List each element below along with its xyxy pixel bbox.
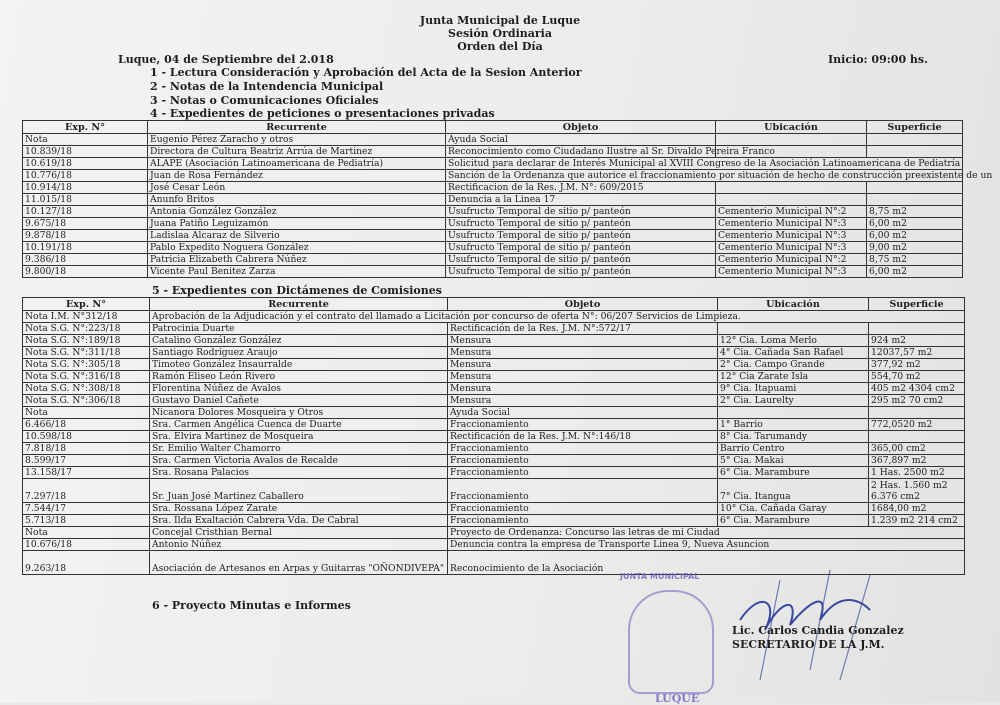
cell-recurrente: Ramón Eliseo León Rivero bbox=[150, 371, 448, 383]
cell-ubicacion: 2° Cia. Campo Grande bbox=[718, 359, 869, 371]
cell-ubicacion: Barrio Centro bbox=[718, 443, 869, 455]
cell-exp: 7.297/18 bbox=[23, 479, 150, 503]
table-row bbox=[23, 455, 965, 467]
column-header-rec: Recurrente bbox=[148, 121, 446, 134]
cell-recurrente: Sra. Ilda Exaltación Cabrera Vda. De Cabral bbox=[150, 515, 448, 527]
place-date: Luque, 04 de Septiembre del 2.018 bbox=[118, 53, 334, 66]
agenda-item-2: 2 - Notas de la Intendencia Municipal bbox=[150, 80, 384, 93]
cell-superficie bbox=[869, 407, 965, 419]
table-row bbox=[23, 539, 965, 551]
cell-exp: 10.191/18 bbox=[23, 242, 148, 254]
table-row bbox=[23, 182, 963, 194]
column-header-exp: Exp. N° bbox=[23, 121, 148, 134]
cell-ubicacion bbox=[718, 323, 869, 335]
table-row bbox=[23, 311, 965, 323]
agenda-item-5: 5 - Expedientes con Dictámenes de Comisiones bbox=[152, 284, 442, 297]
column-header-obj: Objeto bbox=[446, 121, 716, 134]
cell-objeto: Fraccionamiento bbox=[448, 467, 718, 479]
cell-objeto: Rectificacion de la Res. J.M. N°: 609/2015 bbox=[446, 182, 716, 194]
stamp-footer: LUQUE bbox=[655, 692, 700, 705]
cell-objeto: Mensura bbox=[448, 347, 718, 359]
cell-exp: 9.263/18 bbox=[23, 551, 150, 575]
cell-exp: Nota I.M. N°312/18 bbox=[23, 311, 150, 323]
table-row bbox=[23, 431, 965, 443]
cell-superficie bbox=[867, 182, 963, 194]
cell-superficie: 6,00 m2 bbox=[867, 230, 963, 242]
cell-superficie: 12037,57 m2 bbox=[869, 347, 965, 359]
cell-superficie: 6,00 m2 bbox=[867, 218, 963, 230]
table-private-petitions bbox=[22, 120, 993, 278]
cell-exp: 9.675/18 bbox=[23, 218, 148, 230]
cell-exp: Nota S.G. N°:306/18 bbox=[23, 395, 150, 407]
cell-recurrente: Asociación de Artesanos en Arpas y Guitarras "OÑONDIVEPA" bbox=[150, 551, 448, 575]
table-row bbox=[23, 218, 963, 230]
cell-ubicacion: 7° Cia. Itangua bbox=[718, 479, 869, 503]
cell-objeto: Fraccionamiento bbox=[448, 443, 718, 455]
cell-ubicacion bbox=[718, 407, 869, 419]
cell-superficie: 2 Has. 1.560 m2 6.376 cm2 bbox=[869, 479, 965, 503]
table-row bbox=[23, 254, 963, 266]
municipal-seal-stamp bbox=[628, 590, 714, 694]
signatory-name: Lic. Carlos Candia Gonzalez bbox=[732, 624, 904, 637]
cell-ubicacion bbox=[716, 194, 867, 206]
cell-recurrente: Juana Patiño Leguizamón bbox=[148, 218, 446, 230]
table-row bbox=[23, 335, 965, 347]
cell-objeto: Denuncia a la Linea 17 bbox=[446, 194, 716, 206]
cell-recurrente: Juan de Rosa Fernández bbox=[148, 170, 446, 182]
cell-recurrente: Concejal Cristhian Bernal bbox=[150, 527, 448, 539]
doc-title: Orden del Día bbox=[457, 40, 543, 53]
table-row bbox=[23, 158, 963, 170]
cell-ubicacion: 2° Cia. Laurelty bbox=[718, 395, 869, 407]
cell-ubicacion bbox=[716, 182, 867, 194]
cell-ubicacion: Cementerio Municipal N°:3 bbox=[716, 230, 867, 242]
cell-exp: 6.466/18 bbox=[23, 419, 150, 431]
cell-exp: 10.776/18 bbox=[23, 170, 148, 182]
cell-exp: 10.676/18 bbox=[23, 539, 150, 551]
cell-exp: Nota S.G. N°:311/18 bbox=[23, 347, 150, 359]
table-row bbox=[23, 146, 963, 158]
cell-recurrente: Anunfo Britos bbox=[148, 194, 446, 206]
column-header-ubi: Ubicación bbox=[718, 298, 869, 311]
cell-ubicacion: Cementerio Municipal N°:2 bbox=[716, 254, 867, 266]
cell-ubicacion bbox=[716, 134, 867, 146]
cell-superficie bbox=[867, 134, 963, 146]
table-row bbox=[23, 230, 963, 242]
cell-recurrente: Sra. Rossana López Zarate bbox=[150, 503, 448, 515]
cell-objeto: Usufructo Temporal de sitio p/ panteón bbox=[446, 266, 716, 278]
cell-exp: 5.713/18 bbox=[23, 515, 150, 527]
cell-superficie bbox=[867, 146, 963, 158]
cell-recurrente: Patricia Elizabeth Cabrera Núñez bbox=[148, 254, 446, 266]
session-title: Sesión Ordinaria bbox=[448, 27, 552, 40]
cell-objeto: Reconocimiento como Ciudadano Ilustre al Sr. Divaldo Pereira Franco bbox=[446, 146, 716, 158]
cell-recurrente: Eugenio Pérez Zaracho y otros bbox=[148, 134, 446, 146]
cell-recurrente: Santiago Rodriguez Araujo bbox=[150, 347, 448, 359]
cell-recurrente: Directora de Cultura Beatriz Arrúa de Martinez bbox=[148, 146, 446, 158]
cell-exp: 10.914/18 bbox=[23, 182, 148, 194]
cell-exp: 9.878/18 bbox=[23, 230, 148, 242]
table-row bbox=[23, 479, 965, 503]
cell-objeto: Usufructo Temporal de sitio p/ panteón bbox=[446, 254, 716, 266]
cell-ubicacion: 8° Cia. Tarumandy bbox=[718, 431, 869, 443]
cell-objeto: Rectificación de la Res. J.M. N°:572/17 bbox=[448, 323, 718, 335]
cell-exp: 9.386/18 bbox=[23, 254, 148, 266]
agenda-item-1: 1 - Lectura Consideración y Aprobación del Acta de la Sesion Anterior bbox=[150, 66, 582, 79]
cell-ubicacion: Cementerio Municipal N°:3 bbox=[716, 266, 867, 278]
cell-objeto: Sanción de la Ordenanza que autorice el fraccionamiento por situación de hecho de construcción preexistente de un bbox=[446, 170, 963, 182]
table-row bbox=[23, 443, 965, 455]
start-time: Inicio: 09:00 hs. bbox=[828, 53, 928, 66]
table-row bbox=[23, 134, 963, 146]
cell-recurrente: Aprobación de la Adjudicación y el contrato del llamado a Licitación por concurso de oferta N°: 06/207 Servicios de Limpieza. bbox=[150, 311, 965, 323]
cell-recurrente: Vicente Paul Benitez Zarza bbox=[148, 266, 446, 278]
cell-objeto: Usufructo Temporal de sitio p/ panteón bbox=[446, 242, 716, 254]
cell-superficie bbox=[869, 323, 965, 335]
table-committee-reports bbox=[22, 297, 965, 575]
cell-exp: Nota bbox=[23, 134, 148, 146]
cell-superficie: 1 Has. 2500 m2 bbox=[869, 467, 965, 479]
table-row bbox=[23, 515, 965, 527]
cell-objeto: Mensura bbox=[448, 359, 718, 371]
table-row bbox=[23, 395, 965, 407]
cell-ubicacion: Cementerio Municipal N°:2 bbox=[716, 206, 867, 218]
cell-exp: Nota S.G. N°:305/18 bbox=[23, 359, 150, 371]
cell-exp: Nota S.G. N°:223/18 bbox=[23, 323, 150, 335]
cell-recurrente: Sra. Rosana Palacios bbox=[150, 467, 448, 479]
column-header-sup: Superficie bbox=[869, 298, 965, 311]
cell-recurrente: Sra. Carmen Angélica Cuenca de Duarte bbox=[150, 419, 448, 431]
cell-recurrente: Ladislaa Alcaraz de Silverio bbox=[148, 230, 446, 242]
cell-superficie bbox=[869, 431, 965, 443]
cell-superficie: 405 m2 4304 cm2 bbox=[869, 383, 965, 395]
cell-exp: Nota S.G. N°:189/18 bbox=[23, 335, 150, 347]
cell-ubicacion: 12° Cia. Loma Merlo bbox=[718, 335, 869, 347]
cell-superficie: 924 m2 bbox=[869, 335, 965, 347]
table-row bbox=[23, 206, 963, 218]
cell-recurrente: Sra. Carmen Victoria Avalos de Recalde bbox=[150, 455, 448, 467]
cell-objeto: Fraccionamiento bbox=[448, 479, 718, 503]
cell-superficie: 295 m2 70 cm2 bbox=[869, 395, 965, 407]
cell-superficie: 367,897 m2 bbox=[869, 455, 965, 467]
table-row bbox=[23, 266, 963, 278]
cell-recurrente: Sra. Elvira Martinez de Mosqueira bbox=[150, 431, 448, 443]
agenda-item-3: 3 - Notas o Comunicaciones Oficiales bbox=[150, 94, 379, 107]
cell-recurrente: Timoteo González Insaurralde bbox=[150, 359, 448, 371]
org-title: Junta Municipal de Luque bbox=[419, 14, 581, 27]
cell-objeto: Mensura bbox=[448, 335, 718, 347]
cell-exp: 13.158/17 bbox=[23, 467, 150, 479]
table-row bbox=[23, 359, 965, 371]
cell-objeto: Rectificación de la Res. J.M. N°:146/18 bbox=[448, 431, 718, 443]
cell-objeto: Usufructo Temporal de sitio p/ panteón bbox=[446, 206, 716, 218]
cell-exp: 7.544/17 bbox=[23, 503, 150, 515]
cell-superficie bbox=[867, 194, 963, 206]
column-header-sup: Superficie bbox=[867, 121, 963, 134]
table-header-row bbox=[23, 121, 963, 134]
cell-objeto: Solicitud para declarar de Interés Municipal al XVIII Congreso de la Asociación Latinoamericana de Pediatría bbox=[446, 158, 963, 170]
cell-ubicacion: 1° Barrio bbox=[718, 419, 869, 431]
table-row bbox=[23, 242, 963, 254]
table-row bbox=[23, 194, 963, 206]
table-row bbox=[23, 503, 965, 515]
cell-exp: Nota S.G. N°:308/18 bbox=[23, 383, 150, 395]
cell-objeto: Ayuda Social bbox=[446, 134, 716, 146]
cell-superficie: 554,70 m2 bbox=[869, 371, 965, 383]
cell-recurrente: Antonio Núñez bbox=[150, 539, 448, 551]
cell-objeto: Denuncia contra la empresa de Transporte Linea 9, Nueva Asuncion bbox=[448, 539, 965, 551]
column-header-exp: Exp. N° bbox=[23, 298, 150, 311]
table-row bbox=[23, 407, 965, 419]
cell-superficie: 1684,00 m2 bbox=[869, 503, 965, 515]
cell-recurrente: Sr. Emilio Walter Chamorro bbox=[150, 443, 448, 455]
cell-exp: 10.619/18 bbox=[23, 158, 148, 170]
cell-objeto: Fraccionamiento bbox=[448, 455, 718, 467]
cell-exp: Nota bbox=[23, 407, 150, 419]
cell-superficie: 9,00 m2 bbox=[867, 242, 963, 254]
cell-recurrente: Sr. Juan José Martinez Caballero bbox=[150, 479, 448, 503]
cell-exp: 9.800/18 bbox=[23, 266, 148, 278]
table-row bbox=[23, 323, 965, 335]
cell-exp: Nota bbox=[23, 527, 150, 539]
cell-recurrente: Nicanora Dolores Mosqueira y Otros bbox=[150, 407, 448, 419]
column-header-rec: Recurrente bbox=[150, 298, 448, 311]
cell-objeto: Fraccionamiento bbox=[448, 419, 718, 431]
table-row bbox=[23, 467, 965, 479]
cell-exp: 8.599/17 bbox=[23, 455, 150, 467]
cell-superficie: 772,0520 m2 bbox=[869, 419, 965, 431]
cell-superficie: 377,92 m2 bbox=[869, 359, 965, 371]
cell-ubicacion: 4° Cia. Cañada San Rafael bbox=[718, 347, 869, 359]
cell-exp: 7.818/18 bbox=[23, 443, 150, 455]
agenda-item-4: 4 - Expedientes de peticiones o presentaciones privadas bbox=[150, 107, 495, 120]
cell-recurrente: Antonia González González bbox=[148, 206, 446, 218]
table-row bbox=[23, 527, 965, 539]
cell-superficie: 365,00 cm2 bbox=[869, 443, 965, 455]
cell-objeto: Fraccionamiento bbox=[448, 515, 718, 527]
cell-recurrente: Florentina Núñez de Avalos bbox=[150, 383, 448, 395]
cell-objeto: Fraccionamiento bbox=[448, 503, 718, 515]
table-row bbox=[23, 170, 963, 182]
cell-objeto: Usufructo Temporal de sitio p/ panteón bbox=[446, 218, 716, 230]
cell-objeto: Mensura bbox=[448, 383, 718, 395]
cell-ubicacion: 6° Cia. Marambure bbox=[718, 515, 869, 527]
table-header-row bbox=[23, 298, 965, 311]
column-header-ubi: Ubicación bbox=[716, 121, 867, 134]
cell-objeto: Mensura bbox=[448, 395, 718, 407]
cell-exp: 10.127/18 bbox=[23, 206, 148, 218]
table-row bbox=[23, 371, 965, 383]
cell-exp: 10.839/18 bbox=[23, 146, 148, 158]
cell-recurrente: ALAPE (Asociación Latinoamericana de Pediatría) bbox=[148, 158, 446, 170]
table-row bbox=[23, 347, 965, 359]
cell-superficie: 8,75 m2 bbox=[867, 206, 963, 218]
cell-exp: 10.598/18 bbox=[23, 431, 150, 443]
stamp-header: JUNTA MUNICIPAL bbox=[620, 572, 700, 581]
cell-objeto: Mensura bbox=[448, 371, 718, 383]
cell-objeto: Usufructo Temporal de sitio p/ panteón bbox=[446, 230, 716, 242]
table-row bbox=[23, 383, 965, 395]
cell-recurrente: Pablo Expedito Noguera González bbox=[148, 242, 446, 254]
cell-recurrente: José Cesar León bbox=[148, 182, 446, 194]
signatory-role: SECRETARIO DE LA J.M. bbox=[732, 638, 885, 651]
cell-objeto: Ayuda Social bbox=[448, 407, 718, 419]
cell-ubicacion: 10° Cia. Cañada Garay bbox=[718, 503, 869, 515]
cell-exp: 11.015/18 bbox=[23, 194, 148, 206]
agenda-item-6: 6 - Proyecto Minutas e Informes bbox=[152, 599, 351, 612]
cell-recurrente: Gustavo Daniel Cañete bbox=[150, 395, 448, 407]
cell-ubicacion: 12° Cia Zarate Isla bbox=[718, 371, 869, 383]
cell-ubicacion: Cementerio Municipal N°:3 bbox=[716, 242, 867, 254]
cell-superficie: 1.239 m2 214 cm2 bbox=[869, 515, 965, 527]
column-header-obj: Objeto bbox=[448, 298, 718, 311]
cell-recurrente: Patrocinia Duarte bbox=[150, 323, 448, 335]
cell-ubicacion: 6° Cia. Marambure bbox=[718, 467, 869, 479]
cell-ubicacion: 5° Cia. Makai bbox=[718, 455, 869, 467]
table-row bbox=[23, 419, 965, 431]
cell-objeto: Proyecto de Ordenanza: Concurso las letras de mi Ciudad bbox=[448, 527, 965, 539]
cell-superficie: 6,00 m2 bbox=[867, 266, 963, 278]
cell-recurrente: Catalino González González bbox=[150, 335, 448, 347]
cell-ubicacion: Cementerio Municipal N°:3 bbox=[716, 218, 867, 230]
cell-ubicacion: 9° Cia. Itapuami bbox=[718, 383, 869, 395]
cell-exp: Nota S.G. N°:316/18 bbox=[23, 371, 150, 383]
cell-objeto: Reconocimiento de la Asociación bbox=[448, 551, 965, 575]
cell-superficie: 8,75 m2 bbox=[867, 254, 963, 266]
